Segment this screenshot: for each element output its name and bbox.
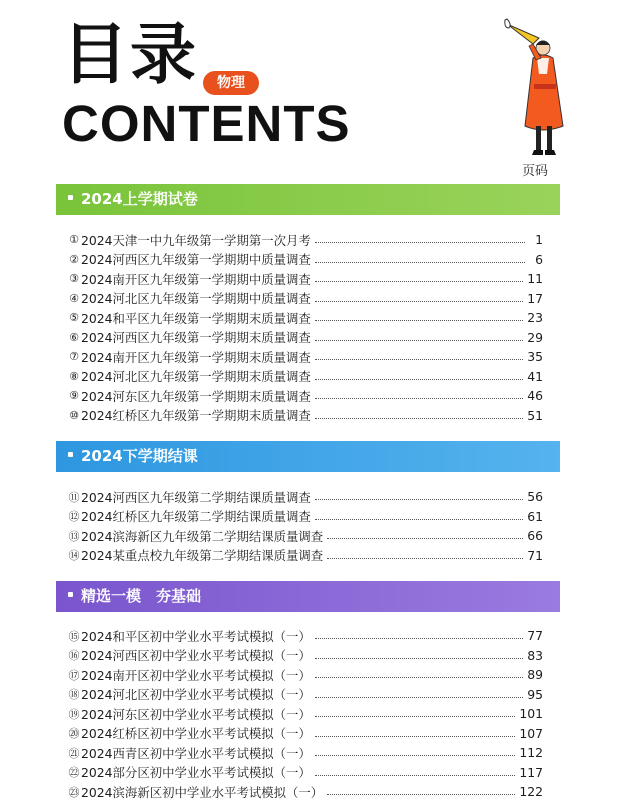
entry-number: ⑤ xyxy=(69,311,79,325)
entry-page-number: 46 xyxy=(527,388,543,404)
dot-leader xyxy=(327,538,523,539)
toc-entry[interactable] xyxy=(67,724,543,744)
entry-number: ⑥ xyxy=(69,330,79,344)
entry-page-number: 83 xyxy=(527,647,543,663)
entry-page-number: 107 xyxy=(519,725,543,741)
section-header-first-semester xyxy=(56,184,560,215)
dot-leader xyxy=(327,558,523,559)
section-header-mock-exams xyxy=(56,581,560,612)
entry-title: 2024西青区初中学业水平考试模拟（一） xyxy=(81,745,311,761)
horn-blower-figure-icon xyxy=(503,18,581,160)
dot-leader xyxy=(315,697,523,698)
entry-number: ⑩ xyxy=(69,408,79,422)
toc-entry[interactable] xyxy=(67,487,543,507)
entry-title: 2024天津一中九年级第一学期第一次月考 xyxy=(81,232,311,248)
dot-leader xyxy=(315,716,516,717)
entry-page-number: 112 xyxy=(519,745,543,761)
entry-page-number: 71 xyxy=(527,547,543,563)
entry-title: 2024河西区九年级第一学期期中质量调查 xyxy=(81,252,311,268)
toc-entry[interactable] xyxy=(67,685,543,705)
toc-entry[interactable] xyxy=(67,763,543,783)
entry-page-number: 117 xyxy=(519,764,543,780)
toc-entry[interactable] xyxy=(67,386,543,406)
entry-number: ④ xyxy=(69,291,79,305)
entry-number: ⑨ xyxy=(69,389,79,403)
entry-page-number: 61 xyxy=(527,508,543,524)
entry-title: 2024河西区九年级第一学期期末质量调查 xyxy=(81,330,311,346)
dot-leader xyxy=(315,418,523,419)
dot-leader xyxy=(315,340,523,341)
dot-leader xyxy=(315,519,523,520)
toc-entry[interactable] xyxy=(67,546,543,566)
entry-page-number: 89 xyxy=(527,667,543,683)
dot-leader xyxy=(315,320,523,321)
toc-entry[interactable] xyxy=(67,289,543,309)
entry-title: 2024红桥区九年级第二学期结课质量调查 xyxy=(81,509,311,525)
dot-leader xyxy=(315,281,523,282)
entry-title: 2024河西区九年级第二学期结课质量调查 xyxy=(81,489,311,505)
entry-number: ⑧ xyxy=(69,369,79,383)
entry-number: ⑳ xyxy=(68,727,80,741)
page-title: 目录 xyxy=(62,16,198,93)
entry-number: ⑯ xyxy=(68,649,80,663)
entry-title: 2024南开区九年级第一学期期末质量调查 xyxy=(81,349,311,365)
entry-page-number: 66 xyxy=(527,528,543,544)
entry-number: ⑦ xyxy=(69,350,79,364)
toc-entry[interactable] xyxy=(67,646,543,666)
entry-title: 2024南开区初中学业水平考试模拟（一） xyxy=(81,667,311,683)
entry-page-number: 1 xyxy=(535,232,543,248)
entry-page-number: 122 xyxy=(519,784,543,800)
entry-title: 2024河北区九年级第一学期期中质量调查 xyxy=(81,291,311,307)
toc-entry[interactable] xyxy=(67,269,543,289)
entry-title: 2024滨海新区九年级第二学期结课质量调查 xyxy=(81,528,324,544)
entry-title: 2024某重点校九年级第二学期结课质量调查 xyxy=(81,548,324,564)
entry-page-number: 77 xyxy=(527,628,543,644)
entry-title: 2024河西区初中学业水平考试模拟（一） xyxy=(81,648,311,664)
entry-page-number: 11 xyxy=(527,271,543,287)
entry-number: ② xyxy=(69,252,79,266)
bullet-icon xyxy=(68,452,73,457)
entry-number: ⑰ xyxy=(68,668,80,682)
toc-entry[interactable] xyxy=(67,507,543,527)
entry-title: 2024红桥区九年级第一学期期末质量调查 xyxy=(81,408,311,424)
subject-badge: 物理 xyxy=(203,71,259,95)
entry-number: ⑭ xyxy=(68,549,80,563)
toc-entry[interactable] xyxy=(67,665,543,685)
dot-leader xyxy=(315,736,516,737)
entry-title: 2024和平区初中学业水平考试模拟（一） xyxy=(81,628,311,644)
entry-title: 2024河北区九年级第一学期期末质量调查 xyxy=(81,369,311,385)
entry-number: ㉓ xyxy=(68,785,80,799)
entry-number: ① xyxy=(69,233,79,247)
entry-number: ㉒ xyxy=(68,766,80,780)
entry-page-number: 23 xyxy=(527,310,543,326)
entry-page-number: 101 xyxy=(519,706,543,722)
entry-title: 2024和平区九年级第一学期期末质量调查 xyxy=(81,310,311,326)
entry-number: ⑮ xyxy=(68,629,80,643)
entry-title: 2024河东区九年级第一学期期末质量调查 xyxy=(81,388,311,404)
toc-entry[interactable] xyxy=(67,782,543,802)
toc-entry[interactable] xyxy=(67,308,543,328)
entry-title: 2024红桥区初中学业水平考试模拟（一） xyxy=(81,726,311,742)
entry-number: ⑪ xyxy=(68,490,80,504)
entry-title: 2024河东区初中学业水平考试模拟（一） xyxy=(81,706,311,722)
bullet-icon xyxy=(68,195,73,200)
toc-list-mock-exams xyxy=(67,626,543,802)
entry-number: ⑬ xyxy=(68,529,80,543)
dot-leader xyxy=(315,775,516,776)
dot-leader xyxy=(315,499,523,500)
page-title-english: CONTENTS xyxy=(62,95,351,152)
entry-number: ⑲ xyxy=(68,707,80,721)
dot-leader xyxy=(315,658,523,659)
bullet-icon xyxy=(68,592,73,597)
dot-leader xyxy=(327,794,515,795)
entry-page-number: 29 xyxy=(527,329,543,345)
dot-leader xyxy=(315,398,523,399)
entry-page-number: 95 xyxy=(527,686,543,702)
toc-entry[interactable] xyxy=(67,347,543,367)
toc-entry[interactable] xyxy=(67,743,543,763)
section-heading: 精选一模 夯基础 xyxy=(81,587,202,605)
dot-leader xyxy=(315,379,523,380)
toc-entry[interactable] xyxy=(67,526,543,546)
entry-page-number: 41 xyxy=(527,368,543,384)
entry-page-number: 35 xyxy=(527,349,543,365)
entry-number: ③ xyxy=(69,272,79,286)
toc-list-second-semester xyxy=(67,487,543,565)
entry-page-number: 6 xyxy=(535,251,543,267)
entry-title: 2024部分区初中学业水平考试模拟（一） xyxy=(81,765,311,781)
toc-entry[interactable] xyxy=(67,626,543,646)
section-heading: 2024下学期结课 xyxy=(81,447,198,465)
toc-entry[interactable] xyxy=(67,367,543,387)
dot-leader xyxy=(315,242,525,243)
entry-number: ㉑ xyxy=(68,746,80,760)
entry-title: 2024南开区九年级第一学期期中质量调查 xyxy=(81,271,311,287)
dot-leader xyxy=(315,677,523,678)
toc-entry[interactable] xyxy=(67,704,543,724)
dot-leader xyxy=(315,755,516,756)
toc-entry[interactable] xyxy=(67,406,543,426)
dot-leader xyxy=(315,638,523,639)
toc-entry[interactable] xyxy=(67,250,543,270)
section-header-second-semester xyxy=(56,441,560,472)
page-number-label: 页码 xyxy=(522,164,549,179)
entry-title: 2024河北区初中学业水平考试模拟（一） xyxy=(81,687,311,703)
toc-entry[interactable] xyxy=(67,328,543,348)
dot-leader xyxy=(315,359,523,360)
entry-title: 2024滨海新区初中学业水平考试模拟（一） xyxy=(81,784,324,800)
toc-entry[interactable] xyxy=(67,230,543,250)
entry-number: ⑱ xyxy=(68,688,80,702)
dot-leader xyxy=(315,262,525,263)
section-heading: 2024上学期试卷 xyxy=(81,190,198,208)
dot-leader xyxy=(315,301,523,302)
entry-number: ⑫ xyxy=(68,510,80,524)
entry-page-number: 51 xyxy=(527,407,543,423)
entry-page-number: 56 xyxy=(527,489,543,505)
entry-page-number: 17 xyxy=(527,290,543,306)
toc-list-first-semester xyxy=(67,230,543,425)
